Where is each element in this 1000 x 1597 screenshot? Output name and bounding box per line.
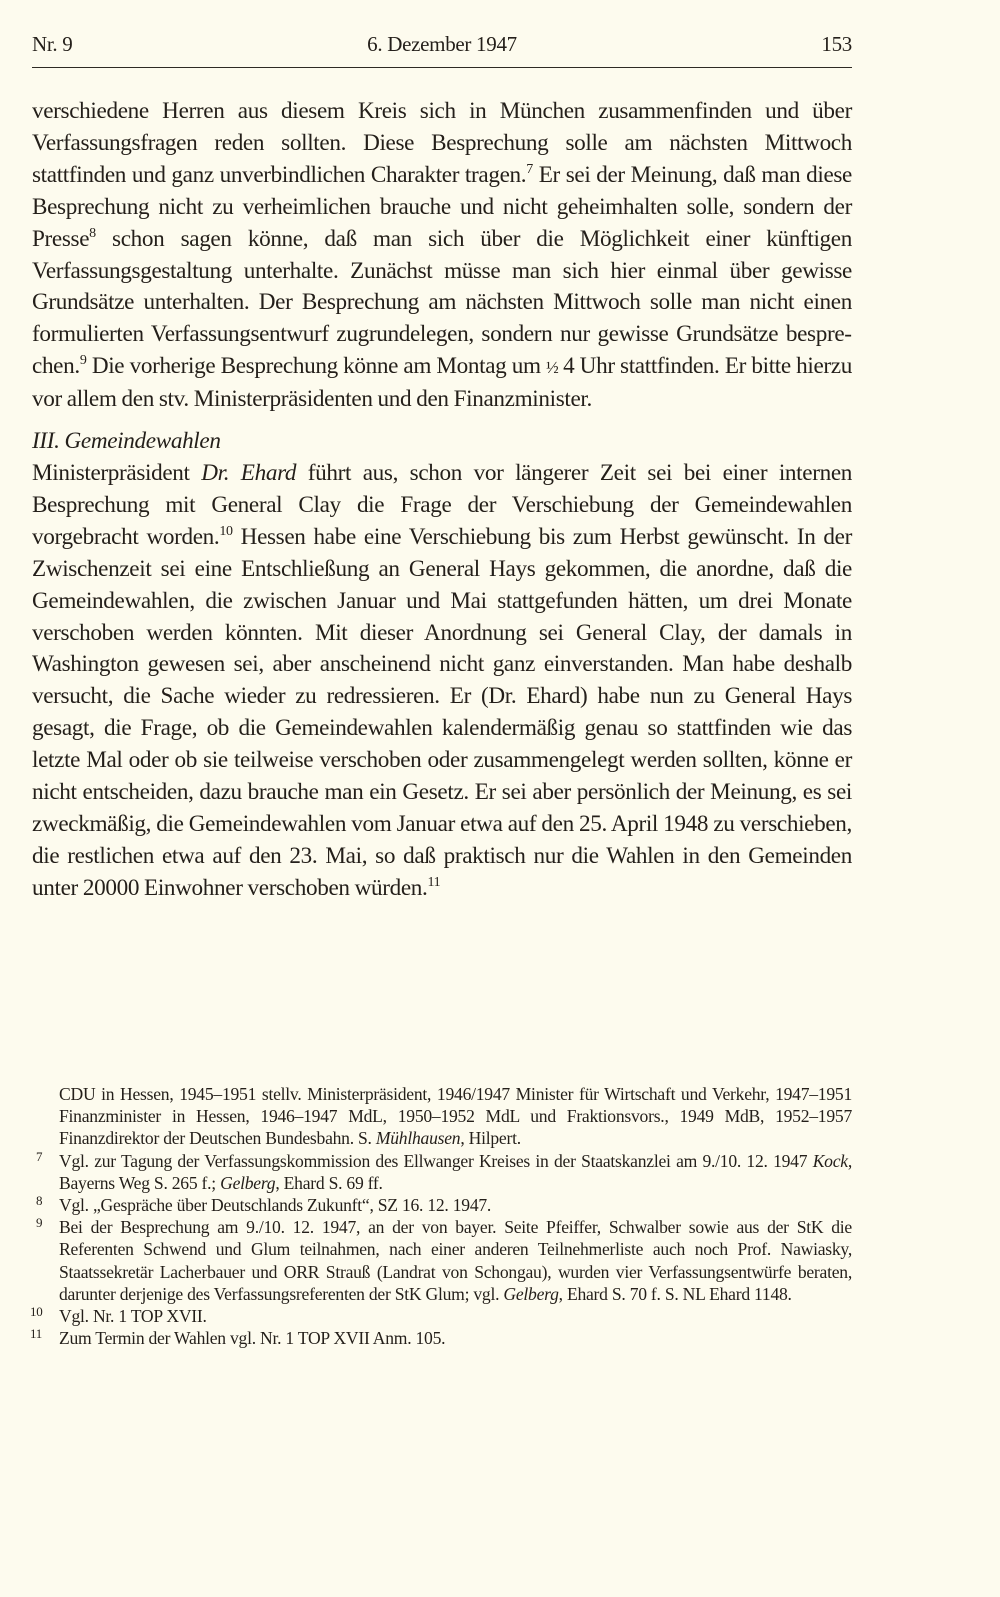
paragraph — [32, 96, 852, 416]
text-run: Zum Termin der Wahlen vgl. Nr. 1 TOP XVII Anm. 105. — [59, 1328, 446, 1349]
author-name: Gelberg — [220, 1172, 276, 1193]
text-run: Vgl. „Gespräche über Deutschlands Zukunft“, SZ 16. 12. 1947. — [59, 1195, 492, 1216]
footnote-number: 11 — [30, 1326, 43, 1342]
footnote-ref[interactable]: 10 — [219, 523, 233, 539]
text-run: , Ehard S. 70 f. S. NL Ehard 1148. — [558, 1283, 792, 1304]
text-run: 4 Uhr stattfinden. Er bitte hierzu vor allem den stv. Ministerpräsidenten und den Finanzminister. — [32, 353, 852, 413]
text-run: Vgl. zur Tagung der Verfassungskommission des Ellwanger Kreises in der Staatskanzlei am 9./10. 12. 1947 — [59, 1150, 813, 1171]
footnote-11 — [32, 1327, 852, 1349]
footnote-7 — [32, 1150, 852, 1194]
text-run: Vgl. Nr. 1 TOP XVII. — [59, 1306, 207, 1327]
text-run: Die vorherige Besprechung könne am Montag um — [86, 353, 547, 380]
header-date: 6. Dezember 1947 — [367, 32, 517, 56]
footnote-number: 9 — [36, 1215, 43, 1231]
footnote-8 — [32, 1194, 852, 1216]
text-run: verschiedene Herren aus diesem Kreis sich in München zusammenfinden und über Verfassungsfragen reden sollten. Diese Besprechung solle am nächsten Mittwoch stattfinden und ganz unverbindlichen Charakter tragen. — [32, 98, 852, 188]
issue-number: Nr. 9 — [32, 32, 73, 56]
footnote-ref[interactable]: 9 — [79, 353, 87, 369]
running-head — [32, 32, 852, 62]
section-heading: III. Gemeindewahlen — [32, 428, 221, 455]
text-run: , Bayerns Weg S. 265 f.; — [59, 1150, 852, 1193]
author-name: Gelberg — [503, 1283, 559, 1304]
text-run: Bei der Besprechung am 9./10. 12. 1947, an der von bayer. Seite Pfeiffer, Schwalber sowie aus der StK die Referenten Schwend und Glum teilnahmen, nach einer anderen Teilnehmerliste auch noch Prof. Nawiasky, Staatssekretär Lacherbauer und ORR Strauß (Landrat von Schongau), wurden vier Verfassungsentwürfe beraten, darunter derjenige des Verfassungsreferenten der StK Glum; vgl. — [59, 1217, 852, 1304]
text-run: CDU in Hessen, 1945–1951 stellv. Ministerpräsident, 1946/1947 Minister für Wirtschaft und Verkehr, 1947–1951 Finanzminister in Hessen, 1946–1947 MdL, 1950–1952 MdL und Fraktionsvors., 1949 MdB, 1952–1957 Finanzdirektor der Deutschen Bundesbahn. S. — [59, 1084, 852, 1149]
text-run: Hessen habe eine Verschiebung bis zum Herbst gewünscht. In der Zwischenzeit sei eine Entschließung an General Hays gekommen, die anordne, daß die Gemeindewahlen, die zwischen Januar und Mai stattgefunden hätten, um drei Monate verschoben werden könnten. Mit dieser Anordnung sei General Clay, der damals in Washington gewesen sei, aber anscheinend nicht ganz einverstanden. Man habe deshalb versucht, die Sache wieder zu redressieren. Er (Dr. Ehard) habe nun zu General Hays gesagt, die Frage, ob die Gemeindewahlen kalendermäßig genau so stattfinden wie das letzte Mal oder ob sie teilweise verschoben oder zusammengelegt werden sollten, könne er nicht entscheiden, dazu brauche man ein Gesetz. Er sei aber persönlich der Meinung, es sei zweckmäßig, die Gemeindewahlen vom Januar etwa auf den 25. April 1948 zu verschieben, die restlichen etwa auf den 23. Mai, so daß praktisch nur die Wahlen in den Gemeinden unter 20000 Einwohner verschoben würden. — [32, 523, 852, 901]
text-run: schon sagen könne, daß man sich über die Möglichkeit einer künftigen Verfassungsgestaltung unterhalte. Zunächst müsse man sich hier einmal über gewisse Grundsätze unterhalten. Der Besprechung am nächsten Mittwoch solle man nicht einen formulierten Verfassungsentwurf zugrundelegen, sondern nur gewisse Grundsätze besprechen. — [32, 225, 852, 380]
footnotes — [32, 1083, 852, 1349]
fraction: ½ — [546, 358, 558, 378]
footnote-number: 7 — [36, 1148, 43, 1164]
body-text — [32, 96, 852, 905]
header-rule — [32, 67, 852, 68]
footnote-ref[interactable]: 7 — [526, 161, 533, 177]
author-name: Mühlhausen — [375, 1128, 461, 1149]
text-run: , Hilpert. — [460, 1128, 521, 1149]
footnote-ref[interactable]: 11 — [427, 874, 441, 890]
paragraph — [32, 458, 852, 905]
page-number: 153 — [821, 32, 852, 56]
text-run: führt aus, schon vor längerer Zeit sei bei einer internen Besprechung mit General Clay die Frage der Verschiebung der Gemeindewahlen vorgebracht worden. — [32, 459, 853, 550]
footnote-10 — [32, 1305, 852, 1327]
footnote-number: 10 — [30, 1304, 43, 1320]
footnote-ref[interactable]: 8 — [89, 225, 96, 241]
footnote-9 — [32, 1216, 852, 1305]
person-name: Dr. Ehard — [201, 459, 297, 486]
footnote-continuation — [32, 1083, 852, 1150]
author-name: Kock — [812, 1150, 848, 1171]
text-run: Ministerpräsident — [32, 459, 202, 486]
text-run: Er sei der Meinung, daß man diese Besprechung nicht zu verheimlichen brauche und nicht geheimhalten solle, sondern der Presse — [32, 161, 852, 252]
footnote-number: 8 — [36, 1193, 43, 1209]
text-run: , Ehard S. 69 ff. — [275, 1172, 383, 1193]
